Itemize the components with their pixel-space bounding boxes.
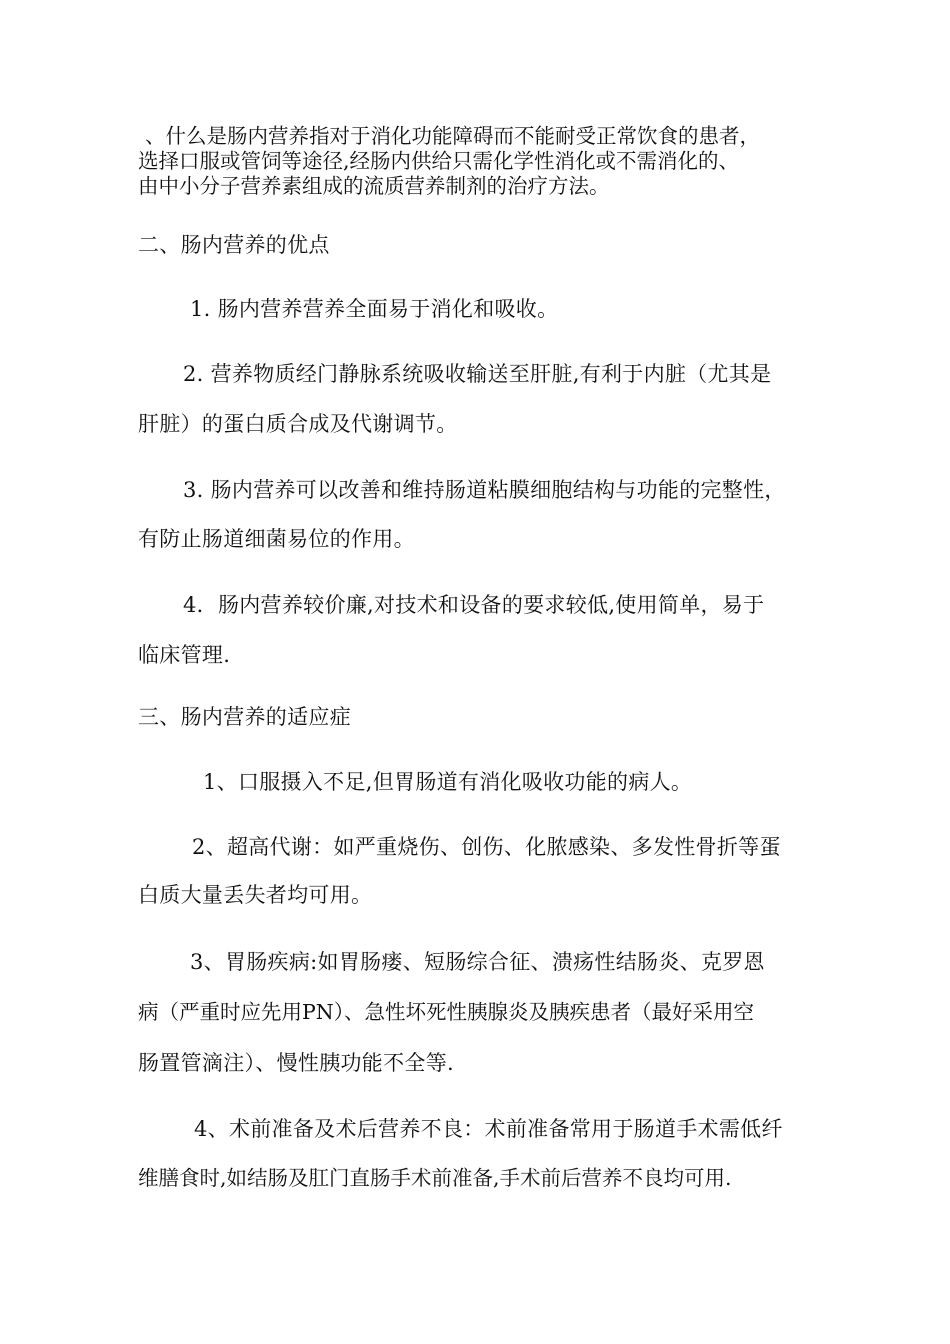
- section-2-item-3-line-1: 3. 肠内营养可以改善和维持肠道粘膜细胞结构与功能的完整性，: [183, 478, 786, 502]
- intro-line-2: 选择口服或管饲等途径,经肠内供给只需化学性消化或不需消化的、: [138, 149, 740, 173]
- section-3-item-3-line-2: 病（严重时应先用PN）、急性坏死性胰腺炎及胰疾患者（最好采用空: [138, 1000, 754, 1024]
- section-2-item-2-line-2: 肝脏）的蛋白质合成及代谢调节。: [138, 412, 458, 436]
- section-3-item-2-line-2: 白质大量丢失者均可用。: [138, 883, 373, 907]
- section-2-item-1: 1. 肠内营养营养全面易于消化和吸收。: [190, 297, 559, 321]
- section-3-item-4-line-1: 4、术前准备及术后营养不良：术前准备常用于肠道手术需低纤: [194, 1117, 783, 1141]
- section-3-item-1: 1、口服摄入不足,但胃肠道有消化吸收功能的病人。: [203, 770, 693, 794]
- section-3-item-3-line-3: 肠置管滴注）、慢性胰功能不全等.: [138, 1051, 454, 1075]
- section-2-item-2-line-1: 2. 营养物质经门静脉系统吸收输送至肝脏,有利于内脏（尤其是: [183, 362, 772, 386]
- section-3-item-3-line-1: 3、胃肠疾病:如胃肠瘘、短肠综合征、溃疡性结肠炎、克罗恩: [190, 950, 765, 974]
- section-2-heading: 二、肠内营养的优点: [138, 233, 330, 257]
- section-3-item-4-line-2: 维膳食时,如结肠及肛门直肠手术前准备,手术前后营养不良均可用.: [138, 1166, 732, 1190]
- section-2-item-4-line-1: 4．肠内营养较价廉,对技术和设备的要求较低,使用简单，易于: [183, 593, 765, 617]
- intro-line-1: 、什么是肠内营养指对于消化功能障碍而不能耐受正常饮食的患者，: [145, 124, 760, 148]
- section-3-item-2-line-1: 2、超高代谢：如严重烧伤、创伤、化脓感染、多发性骨折等蛋: [192, 835, 781, 859]
- intro-line-3: 由中小分子营养素组成的流质营养制剂的治疗方法。: [138, 174, 610, 198]
- section-3-heading: 三、肠内营养的适应症: [138, 705, 351, 729]
- section-2-item-4-line-2: 临床管理.: [138, 643, 231, 667]
- section-2-item-3-line-2: 有防止肠道细菌易位的作用。: [138, 527, 415, 551]
